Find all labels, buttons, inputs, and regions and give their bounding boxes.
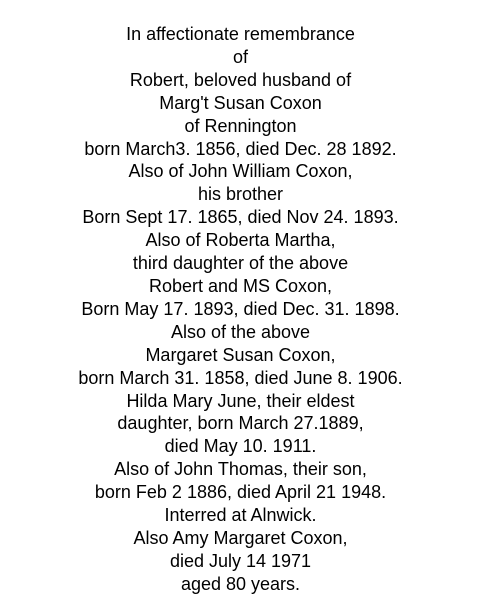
inscription-line: born March3. 1856, died Dec. 28 1892. (84, 138, 397, 159)
inscription-line: Marg't Susan Coxon (159, 92, 322, 113)
inscription-text (0, 23, 481, 596)
inscription-line: Interred at Alnwick. (164, 505, 317, 526)
inscription-line: born March 31. 1858, died June 8. 1906. (78, 367, 403, 388)
inscription-line: Also of the above (170, 321, 311, 342)
inscription-line: daughter, born March 27.1889, (117, 413, 364, 434)
inscription-line: of Rennington (184, 115, 297, 136)
inscription-line: of (232, 46, 248, 67)
inscription-line: Also of John William Coxon, (128, 161, 353, 182)
inscription-line: Robert, beloved husband of (129, 69, 352, 90)
inscription-line: Born May 17. 1893, died Dec. 31. 1898. (81, 298, 400, 319)
inscription-line: Born Sept 17. 1865, died Nov 24. 1893. (82, 207, 399, 228)
inscription-line: born Feb 2 1886, died April 21 1948. (94, 482, 387, 503)
inscription-line: aged 80 years. (180, 573, 301, 594)
inscription-line: In affectionate remembrance (126, 24, 355, 44)
inscription-line: Robert and MS Coxon, (148, 275, 333, 296)
inscription-line: died May 10. 1911. (164, 436, 317, 457)
inscription-line: third daughter of the above (132, 253, 349, 274)
inscription-line: Also Amy Margaret Coxon, (133, 527, 348, 548)
inscription-line: Also of Roberta Martha, (145, 230, 336, 251)
inscription-line: died July 14 1971 (169, 550, 312, 571)
inscription-line: Margaret Susan Coxon, (145, 344, 336, 365)
inscription-line: Hilda Mary June, their eldest (126, 390, 355, 411)
inscription-line: Also of John Thomas, their son, (114, 459, 367, 480)
inscription-line: his brother (197, 184, 284, 205)
